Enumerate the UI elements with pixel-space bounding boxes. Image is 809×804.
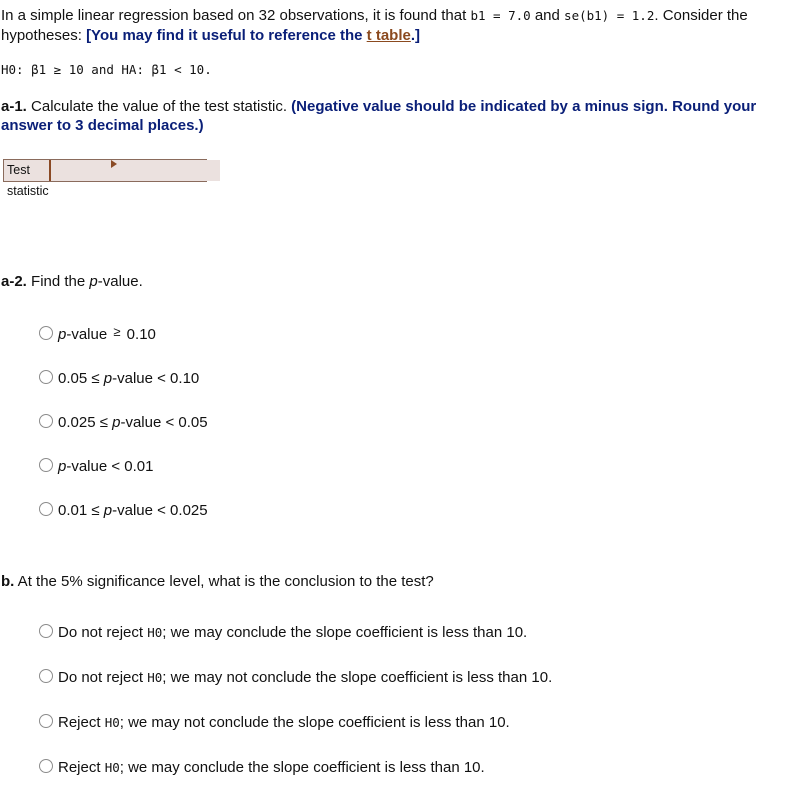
option-label: 0.05 ≤ p-value < 0.10: [58, 370, 200, 387]
radio-button[interactable]: [39, 326, 53, 340]
intro-and: and: [530, 7, 565, 24]
a2-label: a-2.: [1, 273, 27, 290]
radio-button[interactable]: [39, 669, 53, 683]
flag-icon: [111, 160, 117, 168]
option-label: p-value ≥ 0.10: [58, 324, 156, 343]
option-label: Reject H0; we may conclude the slope coefficient is less than 10.: [58, 759, 485, 776]
option-label: p-value < 0.01: [58, 458, 154, 475]
a1-label: a-1.: [1, 98, 27, 115]
test-statistic-input[interactable]: [51, 160, 220, 181]
option-label: Do not reject H0; we may conclude the slope coefficient is less than 10.: [58, 624, 528, 641]
a2-question-after: -value.: [97, 273, 143, 290]
radio-button[interactable]: [39, 370, 53, 384]
option-label: 0.025 ≤ p-value < 0.05: [58, 414, 208, 431]
b-option-4[interactable]: [39, 759, 485, 776]
a1-instruction: (Negative value should be indicated by a minus sign. Round your answer to 3 decimal places.): [1, 98, 757, 134]
b-question: At the 5% significance level, what is the conclusion to the test?: [14, 573, 434, 590]
radio-button[interactable]: [39, 714, 53, 728]
a2-option-1[interactable]: [39, 326, 156, 343]
a1-question: Calculate the value of the test statistic.: [26, 98, 292, 115]
radio-button[interactable]: [39, 759, 53, 773]
hint-text: [You may find it useful to reference the: [86, 27, 367, 44]
se-expression: se(b1) = 1.2: [564, 8, 655, 23]
question-a2: [1, 273, 143, 290]
hypotheses: H0: β1 ≥ 10 and HA: β1 < 10.: [1, 62, 212, 77]
b-label: b.: [1, 573, 15, 590]
radio-button[interactable]: [39, 624, 53, 638]
b1-expression: b1 = 7.0: [470, 8, 531, 23]
radio-button[interactable]: [39, 414, 53, 428]
a2-question-italic: p: [89, 273, 98, 290]
radio-button[interactable]: [39, 458, 53, 472]
question-b: [1, 573, 434, 590]
hint-end: .]: [410, 27, 421, 44]
t-table-link[interactable]: t table: [366, 27, 411, 44]
b-option-2[interactable]: [39, 669, 552, 686]
option-label: Reject H0; we may not conclude the slope coefficient is less than 10.: [58, 714, 510, 731]
option-label: Do not reject H0; we may not conclude the slope coefficient is less than 10.: [58, 669, 553, 686]
question-intro: [1, 6, 806, 46]
intro-text-after: . Consider the hypotheses:: [1, 7, 748, 44]
intro-text: In a simple linear regression based on 32 observations, it is found that: [1, 7, 471, 24]
a2-question: Find the: [26, 273, 90, 290]
b-option-1[interactable]: [39, 624, 527, 641]
question-a1: [1, 97, 801, 135]
option-label: 0.01 ≤ p-value < 0.025: [58, 502, 208, 519]
a2-option-2[interactable]: [39, 370, 199, 387]
a2-option-5[interactable]: [39, 502, 208, 519]
test-statistic-label: Test statistic: [4, 160, 51, 181]
a2-option-3[interactable]: [39, 414, 208, 431]
radio-button[interactable]: [39, 502, 53, 516]
test-statistic-answer: [3, 159, 207, 198]
b-option-3[interactable]: [39, 714, 510, 731]
a2-option-4[interactable]: [39, 458, 154, 475]
